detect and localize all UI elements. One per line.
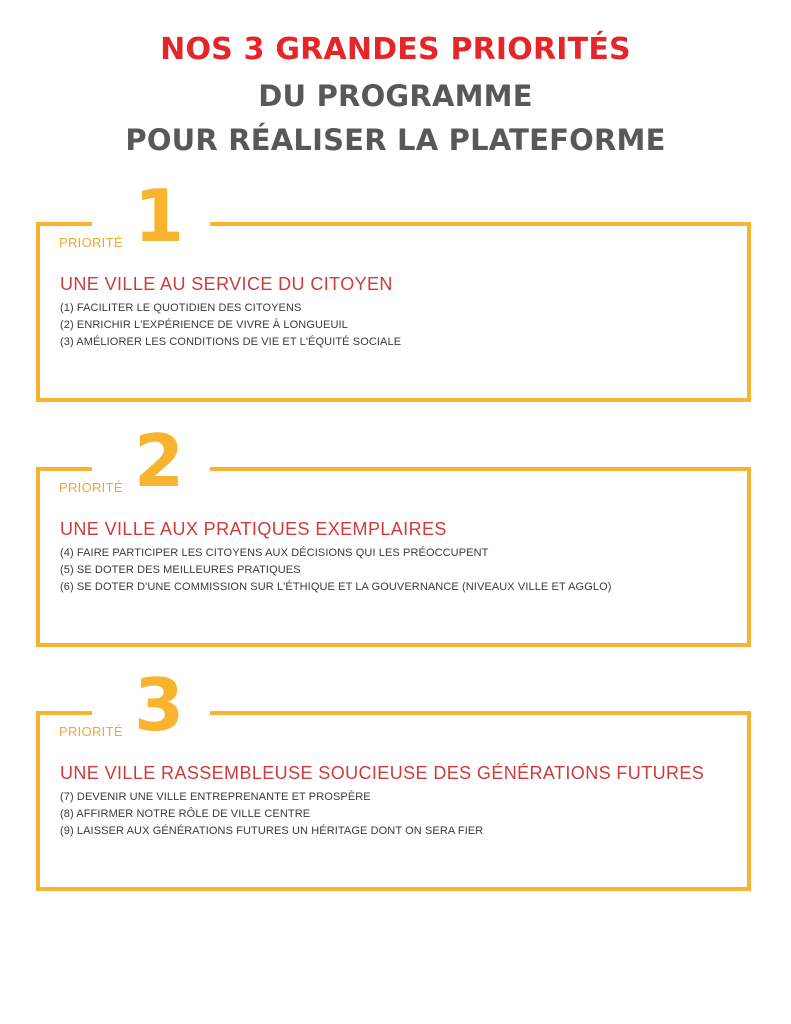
priority-number: 3 xyxy=(134,663,185,747)
priority-label: PRIORITÉ xyxy=(59,480,123,495)
title-line-3: POUR RÉALISER LA PLATEFORME xyxy=(125,123,666,157)
priority-card-1 xyxy=(36,174,751,402)
priority-heading: UNE VILLE AU SERVICE DU CITOYEN xyxy=(60,274,393,294)
list-item: (4) FAIRE PARTICIPER LES CITOYENS AUX DÉCISIONS QUI LES PRÉOCCUPENT xyxy=(60,547,489,559)
list-item: (7) DEVENIR UNE VILLE ENTREPRENANTE ET PROSPÈRE xyxy=(60,791,371,803)
list-item: (6) SE DOTER D'UNE COMMISSION SUR L'ÉTHIQUE ET LA GOUVERNANCE (NIVEAUX VILLE ET AGGLO) xyxy=(60,581,612,593)
page-header xyxy=(0,30,791,162)
list-item: (5) SE DOTER DES MEILLEURES PRATIQUES xyxy=(60,564,301,576)
priority-items-list xyxy=(60,789,483,840)
priority-items-list xyxy=(60,545,612,596)
title-line-1: NOS 3 GRANDES PRIORITÉS xyxy=(160,32,631,67)
priority-card-3 xyxy=(36,663,751,891)
priority-number: 2 xyxy=(134,419,185,503)
list-item: (2) ENRICHIR L'EXPÉRIENCE DE VIVRE À LONGUEUIL xyxy=(60,319,348,331)
priority-heading: UNE VILLE RASSEMBLEUSE SOUCIEUSE DES GÉNÉRATIONS FUTURES xyxy=(60,763,705,783)
list-item: (1) FACILITER LE QUOTIDIEN DES CITOYENS xyxy=(60,302,302,314)
priority-label: PRIORITÉ xyxy=(59,235,123,250)
priority-items-list xyxy=(60,300,401,351)
list-item: (3) AMÉLIORER LES CONDITIONS DE VIE ET L'ÉQUITÉ SOCIALE xyxy=(60,336,402,348)
title-line-2: DU PROGRAMME xyxy=(258,79,533,113)
priority-heading: UNE VILLE AUX PRATIQUES EXEMPLAIRES xyxy=(60,519,447,539)
list-item: (8) AFFIRMER NOTRE RÔLE DE VILLE CENTRE xyxy=(60,808,311,820)
priority-card-2 xyxy=(36,419,751,647)
list-item: (9) LAISSER AUX GÉNÉRATIONS FUTURES UN HÉRITAGE DONT ON SERA FIER xyxy=(60,825,484,837)
priority-number: 1 xyxy=(134,174,185,258)
priority-label: PRIORITÉ xyxy=(59,724,123,739)
